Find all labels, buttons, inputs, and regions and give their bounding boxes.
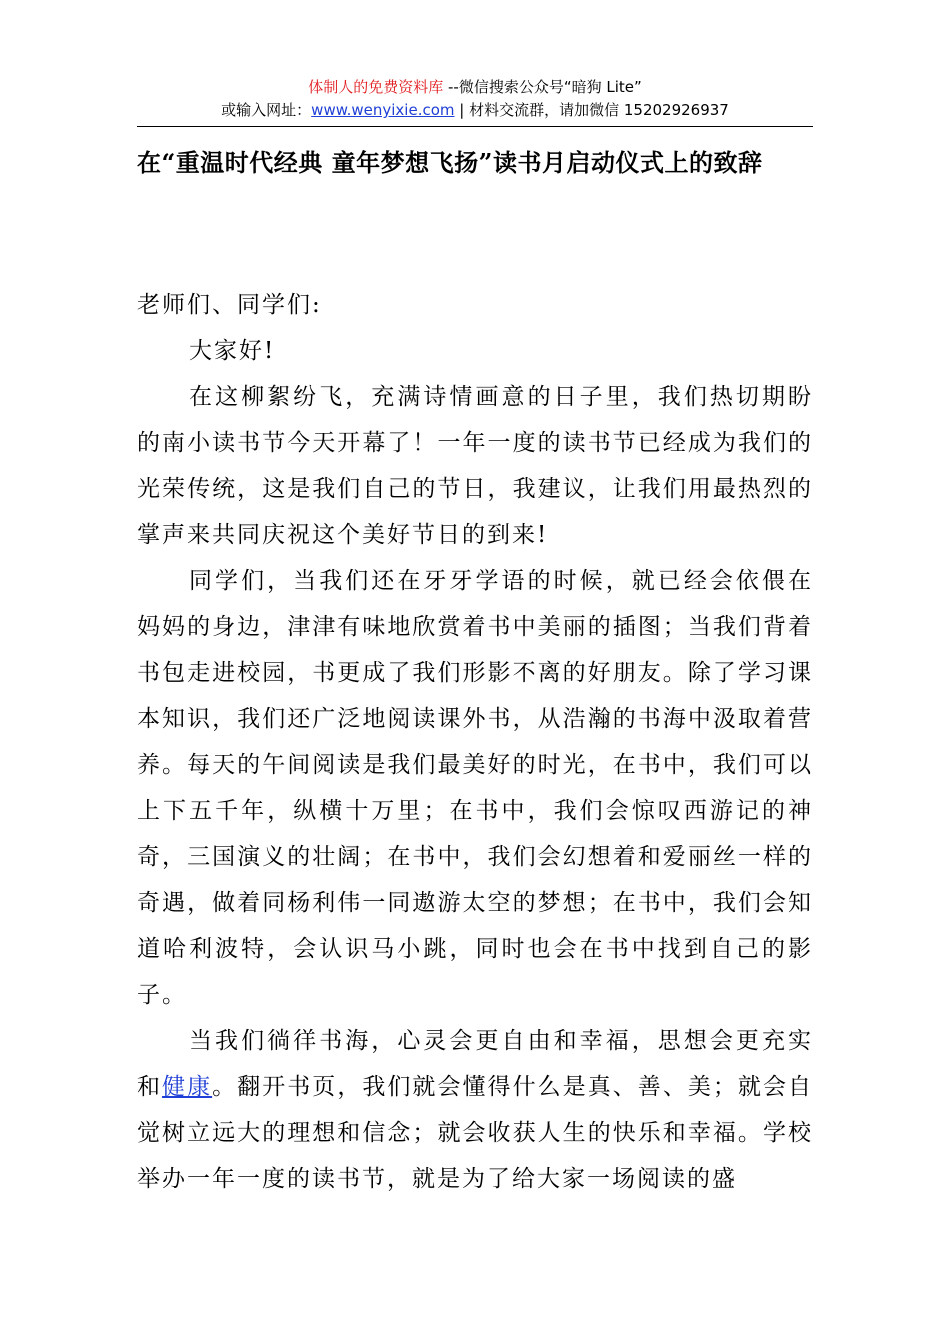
health-link[interactable]: 健康 [162, 1074, 213, 1100]
paragraph-3-start: 当我们徜徉书海，心灵会更自由和幸福，思想会更充实和 [137, 1028, 813, 1100]
header-tagline: --微信搜索公众号“暗狗 Lite” [443, 78, 642, 96]
header-line-1 [0, 76, 950, 99]
header-brand: 体制人的免费资料库 [308, 78, 444, 96]
paragraph-3 [137, 1018, 813, 1202]
salutation: 老师们、同学们: [137, 292, 322, 318]
greeting: 大家好! [189, 338, 276, 364]
page-header [0, 76, 950, 122]
header-contact: | 材料交流群，请加微信 15202926937 [454, 101, 729, 119]
paragraph-3-end: 。翻开书页，我们就会懂得什么是真、善、美；就会自觉树立远大的理想和信念；就会收获人生的快乐和幸福。学校举办一年一度的读书节，就是为了给大家一场阅读的盛 [137, 1074, 814, 1192]
document-body [137, 282, 813, 1202]
website-link[interactable]: www.wenyixie.com [311, 101, 455, 119]
header-divider [137, 126, 813, 127]
header-url-prefix: 或输入网址： [221, 101, 312, 119]
paragraph-1: 在这柳絮纷飞，充满诗情画意的日子里，我们热切期盼的南小读书节今天开幕了！一年一度的读书节已经成为我们的光荣传统，这是我们自己的节日，我建议，让我们用最热烈的掌声来共同庆祝这个美好节日的到来! [137, 384, 813, 548]
document-title: 在“重温时代经典 童年梦想飞扬”读书月启动仪式上的致辞 [137, 148, 763, 177]
paragraph-2: 同学们，当我们还在牙牙学语的时候，就已经会依偎在妈妈的身边，津津有味地欣赏着书中美丽的插图；当我们背着书包走进校园，书更成了我们形影不离的好朋友。除了学习课本知识，我们还广泛地阅读课外书，从浩瀚的书海中汲取着营养。每天的午间阅读是我们最美好的时光，在书中，我们可以上下五千年，纵横十万里；在书中，我们会惊叹西游记的神奇，三国演义的壮阔；在书中，我们会幻想着和爱丽丝一样的奇遇，做着同杨利伟一同遨游太空的梦想；在书中，我们会知道哈利波特，会认识马小跳，同时也会在书中找到自己的影子。 [137, 568, 813, 1008]
header-line-2 [0, 99, 950, 122]
